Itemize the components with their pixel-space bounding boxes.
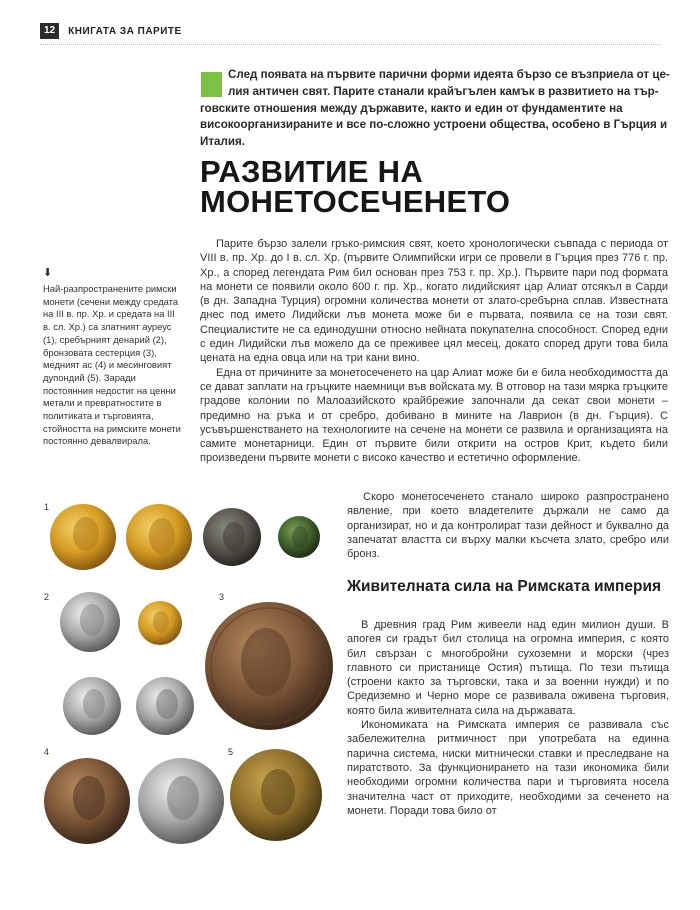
heading-line-1: РАЗВИТИЕ НА [200,154,424,189]
coin-denarius-2 [63,677,121,735]
coin-silver-large [138,758,224,844]
roman-paragraph-2: Икономиката на Римската империя се развивала със забележителна ритмичност при употребата на единна парична система, ниски митнически ставки и преследване на пиратството. За функционирането на тази икономика били необходими огромни количества пари и търговията носела значителна част от приходите, необходими за сеченето на монети. Поради това било от [347,719,669,817]
coin-denarius-1 [60,592,120,652]
coin-label-1: 1 [44,502,50,512]
body-paragraph-2: Една от причините за монетосеченето на цар Алиат може би е била необходимостта да се дават заплати на гръцките наемници във войската му. В отговор на тази мярка гръцките градове колонии по Малоазийското крайбрежие започнали да секат свои монети – предимно на ръка и от сребро, добивано в мините на Лаврион (в дн. Гърция). С усъвършенстването на технологиите на сечене на монети се развила и организацията на самите монетарници. Един от първите били открити на остров Крит, където били произведени първите монети с високо качество и естетично оформление. [200,366,668,465]
subheading: Живителната сила на Римската империя [347,578,662,595]
body-paragraph-1: Парите бързо залели гръко-римския свят, което хронологически съвпада с периода от VIII в. пр. Хр. до I в. сл. Хр. (първите Олимпийски игри се провели в Гърция през 776 г. пр. Хр., а според легендата Рим бил основан през 753 г. пр. Хр.). Първите пари под формата на монети се появили около 600 г. пр. Хр., когато лидийският цар Алиат отсякъл в Сарди (в дн. Западна Турция) огромни количества монети от злато-сребърна сплав. Известната днес под името Лидийски лъв монета може би е първата, появила се на този свят. Специалистите не са единодушни относно нейната покупателна способност. Според едни с един Лидийски лъв можело да се преживее цял месец, докато според други това била цената на една овца или на три кани вино. [200,238,668,365]
page-number: 12 [40,23,59,39]
lead-line-2: лия античен свят. Парите станали крайъгълен камък в развитието на тър- [228,84,659,98]
heading-line-2: МОНЕТОСЕЧЕНЕТО [200,184,511,219]
roman-paragraph-1: В древния град Рим живеели над един милион души. В апогея си градът бил столица на огромна империя, с която бил свързан с многобройни сухоземни и морски (чрез главното си пристанище Остия) пътища. По тези пътища (строени както за търговски, така и за военни нужди) и по Средиземно и Черно море се развивала оживена търговия, която била живителната сила на държавата. [347,619,669,717]
running-title: КНИГАТА ЗА ПАРИТЕ [68,25,182,37]
lead-rest: говските отношения между държавите, както и един от фундаментите на високоорганизираните и все по-сложно устроени общества, особено в Гърция и Италия. [200,101,668,149]
coin-green-bronze [278,516,320,558]
coin-label-4: 4 [44,747,50,757]
coin-label-2: 2 [44,592,50,602]
coin-as [44,758,130,844]
lead-line-1: След появата на първите парични форми идеята бързо се възприела от це- [228,68,670,81]
coin-sestertius [205,602,333,730]
coin-small-gold [138,601,182,645]
body-paragraph-3: Скоро монетосеченето станало широко разпространено явление, при което владетелите държали не само да организират, но и да контролират тази дейност и буквално да запечатат властта си върху малки късчета злато, сребро или бронз. [347,491,669,561]
coin-dupondius [230,749,322,841]
coin-denarius-3 [136,677,194,735]
coin-dark-bronze [203,508,261,566]
image-caption: Най-разпространените римски монети (сечени между средата на III в. пр. Хр. и средата на III в. сл. Хр.) са златният ауреус (1), сребърният денарий (2), бронзовата сестерция (3), медният ас (4) и месинговият дупондий (5). Заради постоянния недостиг на ценни метали и превратностите в политиката и търговията, стойността на римските монети постоянно девалвирала. [43,283,181,447]
coin-aureus-1 [50,504,116,570]
down-arrow-icon: ⬇ [43,267,53,279]
coin-label-5: 5 [228,747,234,757]
coin-label-3: 3 [219,592,225,602]
coin-aureus-2 [126,504,192,570]
